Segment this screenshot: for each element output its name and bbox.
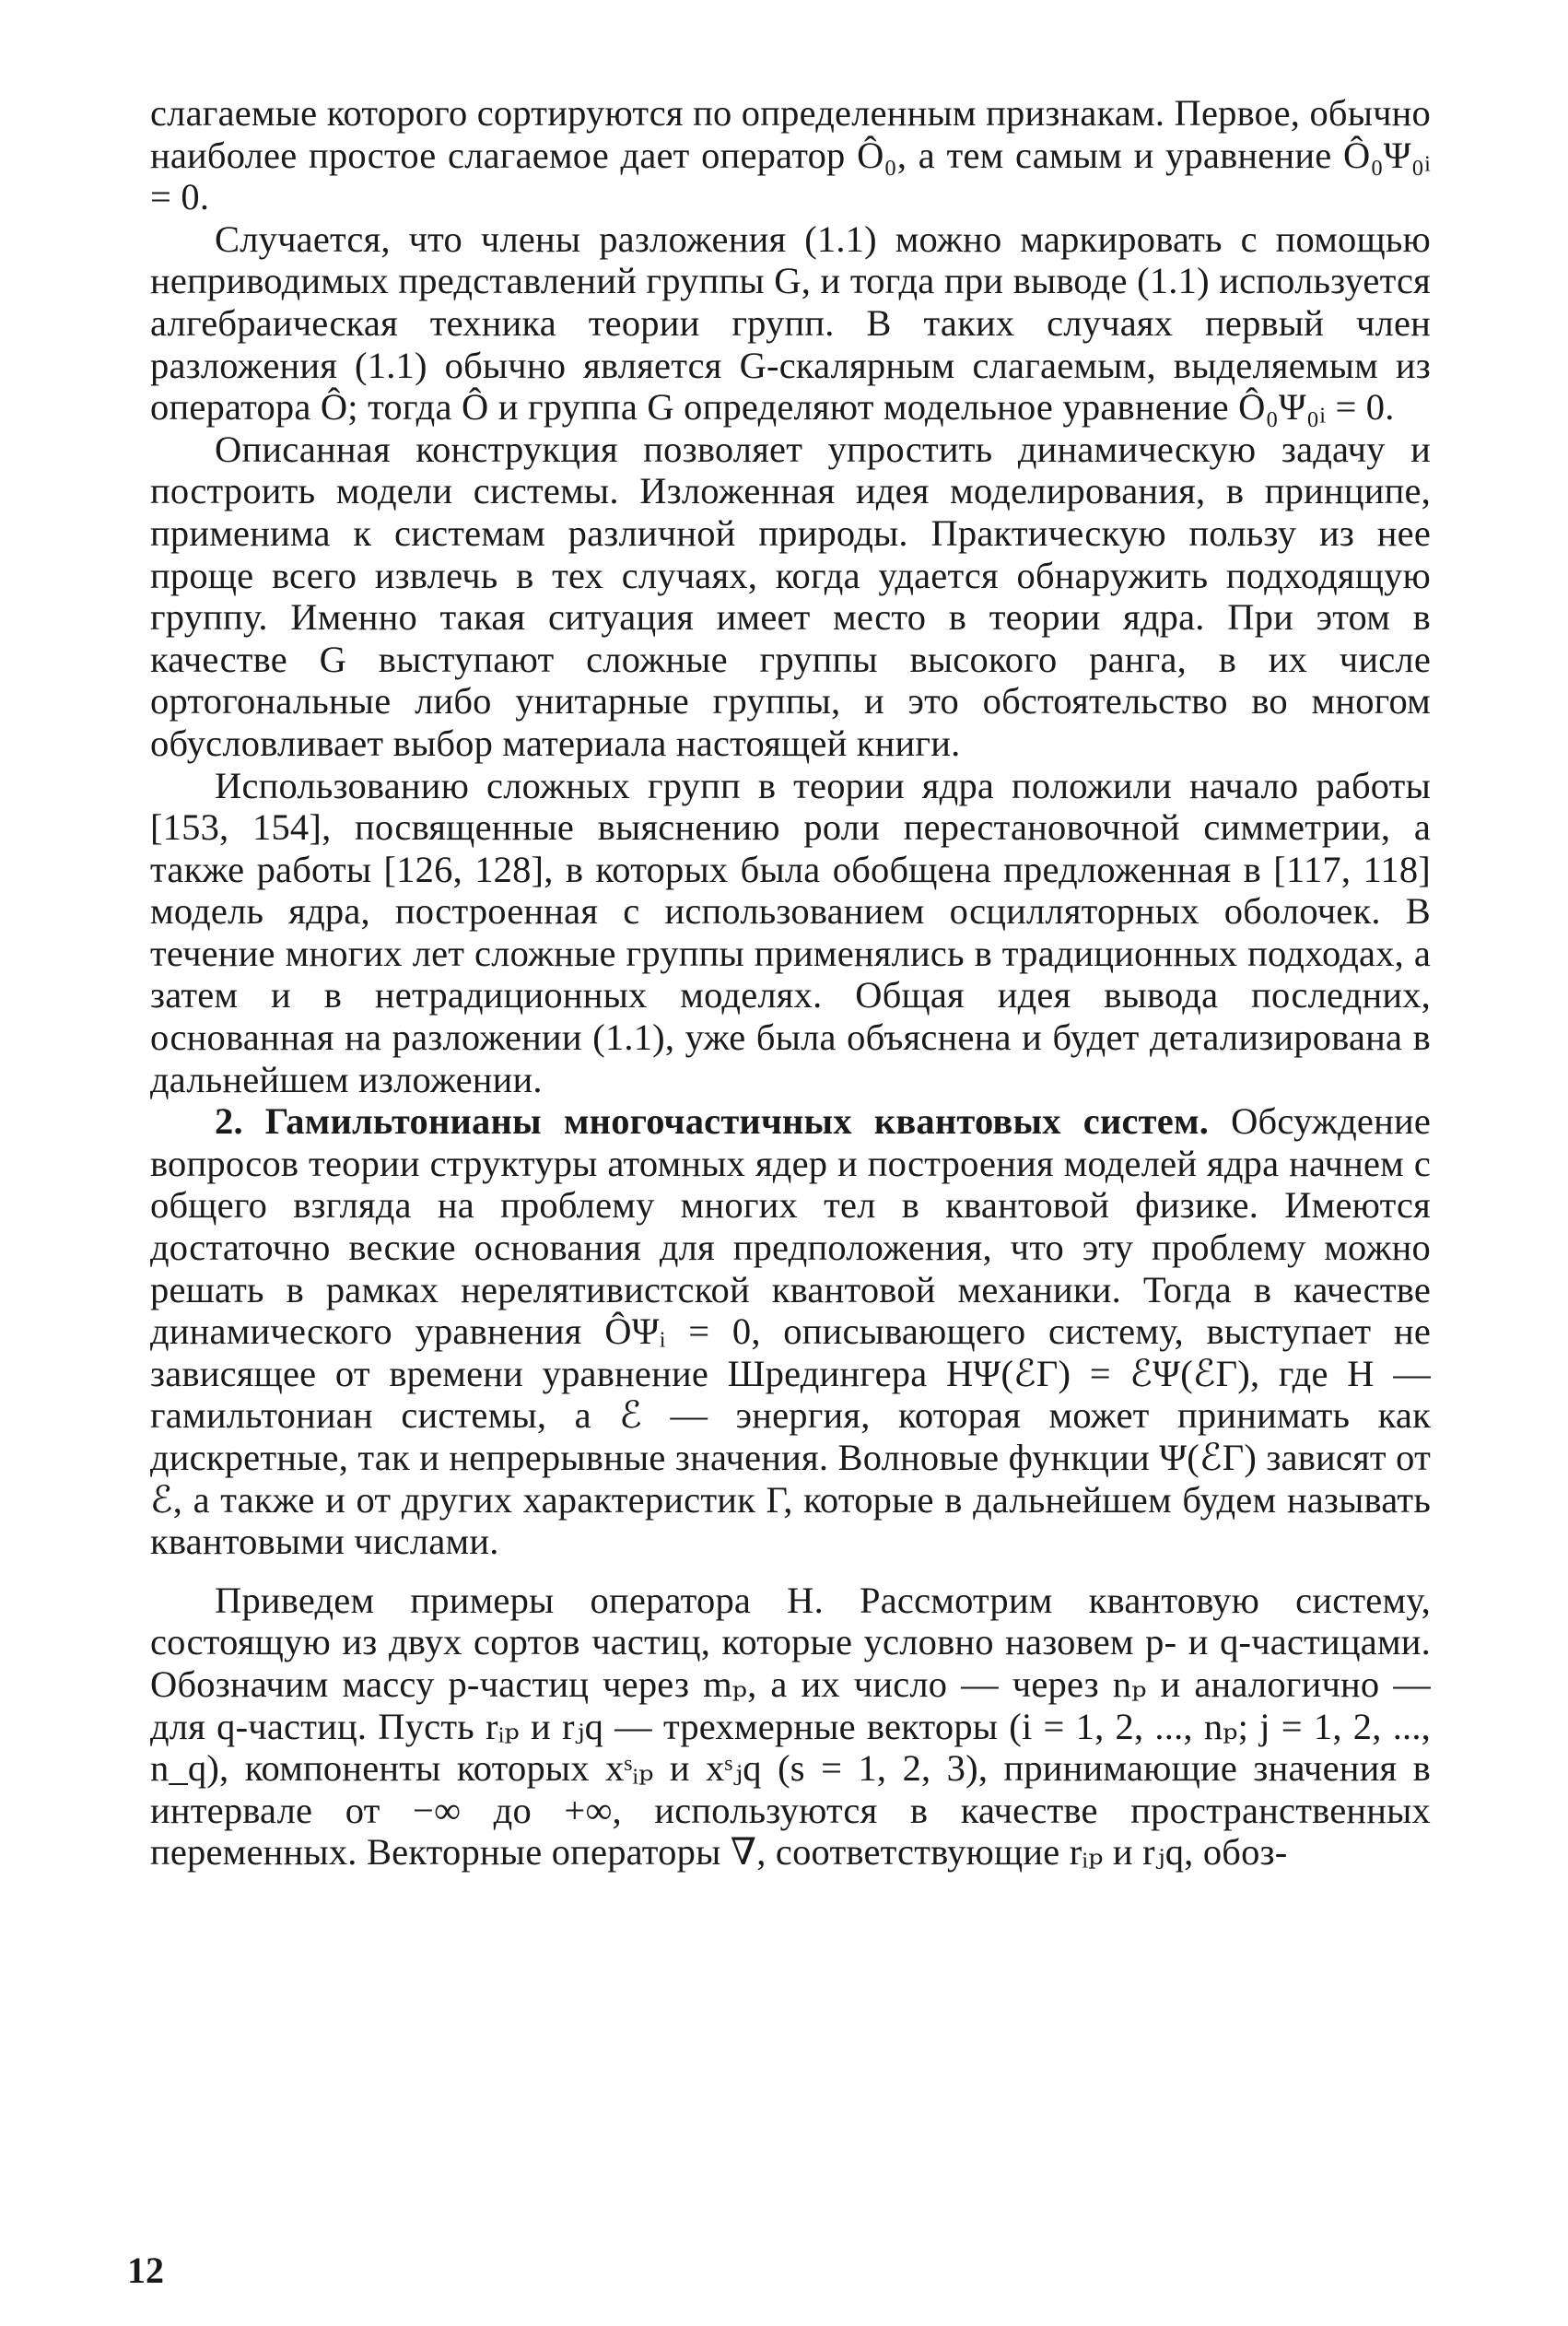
paragraph-1: слагаемые которого сортируются по определенным признакам. Первое, обычно наиболее простое слагаемое дает оператор Ô₀, а тем самым и уравнение Ô₀Ψ₀ᵢ = 0.: [150, 92, 1431, 218]
paragraph-4: Использованию сложных групп в теории ядра положили начало работы [153, 154], посвященные выяснению роли перестановочной симметрии, а также работы [126, 128], в которых была обобщена предложенная в [117, 118] модель ядра, построенная с использованием осцилляторных оболочек. В течение многих лет сложные группы применялись в традиционных подходах, а затем и в нетрадиционных моделях. Общая идея вывода последних, основанная на разложении (1.1), уже была объяснена и будет детализирована в дальнейшем изложении.: [150, 764, 1431, 1100]
section-heading: 2. Гамильтонианы многочастичных квантовых систем.: [215, 1100, 1210, 1143]
paragraph-operator-h: Приведем примеры оператора H. Рассмотрим квантовую систему, состоящую из двух сортов частиц, которые условно назовем p- и q-частицами. Обозначим массу p-частиц через mₚ, а их число — через nₚ и аналогично — для q-частиц. Пусть rᵢₚ и rⱼq — трехмерные векторы (i = 1, 2, ..., nₚ; j = 1, 2, ..., n_q), компоненты которых xˢᵢₚ и xˢⱼq (s = 1, 2, 3), принимающие значения в интервале от −∞ до +∞, используются в качестве пространственных переменных. Векторные операторы ∇, соответствующие rᵢₚ и rⱼq, обоз-: [150, 1579, 1431, 1874]
paragraph-3: Описанная конструкция позволяет упростить динамическую задачу и построить модели системы. Изложенная идея моделирования, в принципе, применима к системам различной природы. Практическую пользу из нее проще всего извлечь в тех случаях, когда удается обнаружить подходящую группу. Именно такая ситуация имеет место в теории ядра. При этом в качестве G выступают сложные группы высокого ранга, в их числе ортогональные либо унитарные группы, и это обстоятельство во многом обусловливает выбор материала настоящей книги.: [150, 428, 1431, 764]
page-body: [150, 92, 1431, 1874]
section-text: Обсуждение вопросов теории структуры атомных ядер и построения моделей ядра начнем с общего взгляда на проблему многих тел в квантовой физике. Имеются достаточно веские основания для предположения, что эту проблему можно решать в рамках нерелятивистской квантовой механики. Тогда в качестве динамического уравнения ÔΨᵢ = 0, описывающего систему, выступает не зависящее от времени уравнение Шредингера HΨ(ℰΓ) = ℰΨ(ℰΓ), где H — гамильтониан системы, а ℰ — энергия, которая может принимать как дискретные, так и непрерывные значения. Волновые функции Ψ(ℰΓ) зависят от ℰ, а также и от других характеристик Γ, которые в дальнейшем будем называть квантовыми числами.: [150, 1100, 1431, 1563]
section-2-paragraph: [150, 1100, 1431, 1563]
paragraph-2: Случается, что члены разложения (1.1) можно маркировать с помощью неприводимых представлений группы G, и тогда при выводе (1.1) используется алгебраическая техника теории групп. В таких случаях первый член разложения (1.1) обычно является G-скалярным слагаемым, выделяемым из оператора Ô; тогда Ô и группа G определяют модельное уравнение Ô₀Ψ₀ᵢ = 0.: [150, 217, 1431, 429]
page-number: 12: [127, 2250, 164, 2291]
